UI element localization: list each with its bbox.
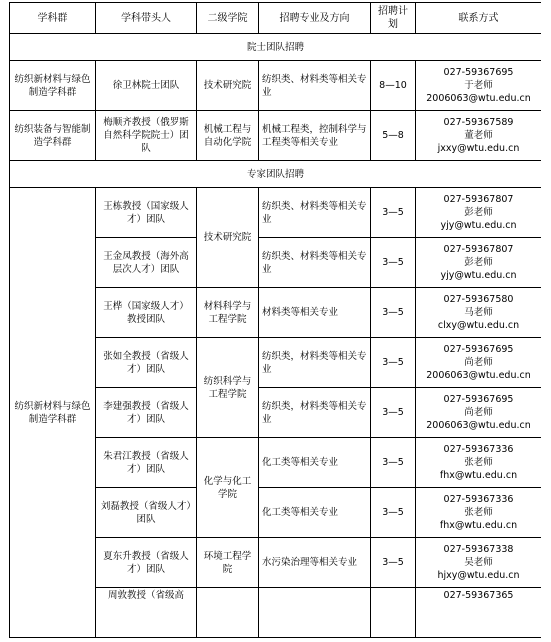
- contact-phone: 027-59367365: [443, 590, 514, 601]
- contact-person: 吴老师: [464, 557, 493, 568]
- leader-cell: 梅顺齐教授（俄罗斯自然科学院院士）团队: [96, 111, 197, 161]
- leader-cell: 徐卫林院士团队: [96, 61, 197, 111]
- leader-cell: 刘磊教授（省级人才）团队: [96, 488, 197, 538]
- college-cell: 机械工程与自动化学院: [197, 111, 259, 161]
- contact-phone: 027-59367807: [443, 244, 514, 255]
- subject-group-cell: 纺织新材料与绿色制造学科群: [10, 188, 96, 638]
- leader-cell: 周敦教授（省级高: [96, 588, 197, 638]
- contact-cell: [416, 61, 542, 111]
- college-cell: 材料科学与工程学院: [197, 288, 259, 338]
- contact-cell: [416, 288, 542, 338]
- plan-cell: 3—5: [371, 488, 416, 538]
- leader-cell: 张如全教授（省级人才）团队: [96, 338, 197, 388]
- major-cell: [259, 588, 371, 638]
- contact-email: jxxy@wtu.edu.cn: [437, 143, 520, 154]
- plan-cell: 3—5: [371, 288, 416, 338]
- college-cell: 环境工程学院: [197, 538, 259, 588]
- leader-cell: 夏东升教授（省级人才）团队: [96, 538, 197, 588]
- college-cell: 化学与化工学院: [197, 438, 259, 538]
- contact-cell: [416, 111, 542, 161]
- leader-cell: 李建强教授（省级人才）团队: [96, 388, 197, 438]
- section-title-expert: 专家团队招聘: [10, 161, 542, 188]
- leader-cell: 王桦（国家级人才）教授团队: [96, 288, 197, 338]
- header-subject-group: 学科群: [10, 3, 96, 34]
- contact-cell: [416, 238, 542, 288]
- plan-cell: 3—5: [371, 338, 416, 388]
- plan-cell: 3—5: [371, 538, 416, 588]
- plan-cell: 8—10: [371, 61, 416, 111]
- table-row: [10, 61, 542, 111]
- college-cell: 技术研究院: [197, 61, 259, 111]
- plan-cell: 3—5: [371, 388, 416, 438]
- leader-cell: 王栋教授（国家级人才）团队: [96, 188, 197, 238]
- contact-email: clxy@wtu.edu.cn: [437, 320, 520, 331]
- contact-phone: 027-59367336: [443, 444, 514, 455]
- contact-cell: [416, 538, 542, 588]
- header-contact: 联系方式: [416, 3, 542, 34]
- subject-group-cell: 纺织新材料与绿色制造学科群: [10, 61, 96, 111]
- contact-person: 尚老师: [464, 357, 493, 368]
- recruitment-table: [9, 2, 541, 638]
- header-leader: 学科带头人: [96, 3, 197, 34]
- major-cell: 纺织类，材料类等相关专业: [259, 388, 371, 438]
- section-title-academician: 院士团队招聘: [10, 34, 542, 61]
- contact-cell: [416, 438, 542, 488]
- contact-phone: 027-59367695: [443, 394, 514, 405]
- subject-group-cell: 纺织装备与智能制造学科群: [10, 111, 96, 161]
- contact-cell: [416, 388, 542, 438]
- contact-email: 2006063@wtu.edu.cn: [426, 420, 531, 431]
- contact-email: fhx@wtu.edu.cn: [439, 470, 518, 481]
- plan-cell: 3—5: [371, 238, 416, 288]
- plan-cell: [371, 588, 416, 638]
- college-cell: 纺织科学与工程学院: [197, 338, 259, 438]
- contact-email: 2006063@wtu.edu.cn: [426, 370, 531, 381]
- contact-phone: 027-59367338: [443, 544, 514, 555]
- major-cell: 机械工程类，控制科学与工程类等相关专业: [259, 111, 371, 161]
- table-row: [10, 111, 542, 161]
- contact-phone: 027-59367695: [443, 67, 514, 78]
- plan-cell: 3—5: [371, 438, 416, 488]
- contact-phone: 027-59367695: [443, 344, 514, 355]
- plan-cell: 3—5: [371, 188, 416, 238]
- contact-cell: [416, 488, 542, 538]
- contact-person: 于老师: [464, 80, 493, 91]
- contact-phone: 027-59367589: [443, 117, 514, 128]
- major-cell: 纺织类、材料类等相关专业: [259, 238, 371, 288]
- contact-person: 董老师: [464, 130, 493, 141]
- major-cell: 材料类等相关专业: [259, 288, 371, 338]
- contact-phone: 027-59367336: [443, 494, 514, 505]
- contact-person: 彭老师: [464, 257, 493, 268]
- college-cell: [197, 588, 259, 638]
- contact-cell: [416, 188, 542, 238]
- contact-email: yjy@wtu.edu.cn: [440, 220, 517, 231]
- section-row-expert: [10, 161, 542, 188]
- contact-email: 2006063@wtu.edu.cn: [426, 93, 531, 104]
- major-cell: 纺织类，材料类等相关专业: [259, 338, 371, 388]
- college-cell: 技术研究院: [197, 188, 259, 288]
- contact-phone: 027-59367807: [443, 194, 514, 205]
- contact-person: 马老师: [464, 307, 493, 318]
- contact-person: 彭老师: [464, 207, 493, 218]
- leader-cell: 朱君江教授（省级人才）团队: [96, 438, 197, 488]
- header-college: 二级学院: [197, 3, 259, 34]
- contact-cell: [416, 338, 542, 388]
- contact-person: 张老师: [464, 457, 493, 468]
- major-cell: 化工类等相关专业: [259, 488, 371, 538]
- header-row: [10, 3, 542, 34]
- major-cell: 纺织类、材料类等相关专业: [259, 188, 371, 238]
- major-cell: 水污染治理等相关专业: [259, 538, 371, 588]
- header-plan: 招聘计划: [371, 3, 416, 34]
- contact-phone: 027-59367580: [443, 294, 514, 305]
- section-row-academician: [10, 34, 542, 61]
- contact-email: yjy@wtu.edu.cn: [440, 270, 517, 281]
- contact-email: hjxy@wtu.edu.cn: [437, 570, 520, 581]
- contact-cell: [416, 588, 542, 638]
- major-cell: 纺织类、材料类等相关专业: [259, 61, 371, 111]
- header-major: 招聘专业及方向: [259, 3, 371, 34]
- contact-person: 尚老师: [464, 407, 493, 418]
- contact-email: fhx@wtu.edu.cn: [439, 520, 518, 531]
- table-row: [10, 188, 542, 238]
- plan-cell: 5—8: [371, 111, 416, 161]
- contact-person: 张老师: [464, 507, 493, 518]
- leader-cell: 王金凤教授（海外高层次人才）团队: [96, 238, 197, 288]
- major-cell: 化工类等相关专业: [259, 438, 371, 488]
- recruitment-table-container: [9, 2, 541, 642]
